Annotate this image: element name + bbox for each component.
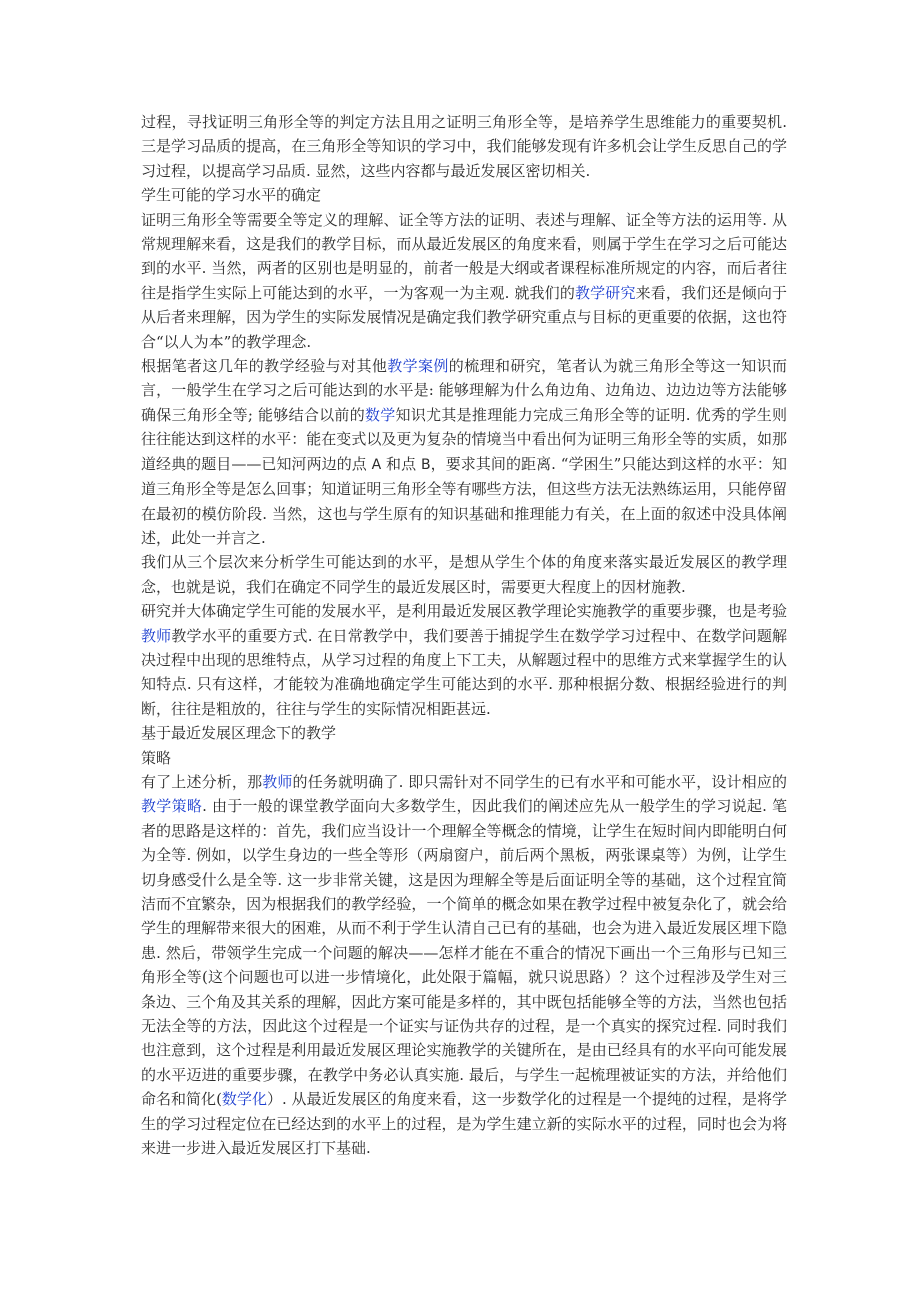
article-body bbox=[141, 110, 787, 1160]
paragraph-text: 来看，我们还是倾向于从后者来理解，因为学生的实际发展情况是确定我们教学研究重点与目标的更重要的依据，这也符合“以人为本”的教学理念. bbox=[141, 283, 787, 351]
paragraph-learning-level bbox=[141, 208, 787, 354]
section-heading-teaching: 基于最近发展区理念下的教学 bbox=[141, 724, 337, 743]
paragraph-text: 的梳理和研究，笔者认为就三角形全等这一知识而言，一般学生在学习之后可能达到的水平是: 能够理解为什么角边角、边角边、边边边等方法能够确保三角形全等; 能够结合以前的 bbox=[141, 357, 787, 424]
paragraph-text: 证明三角形全等需要全等定义的理解、证全等方法的证明、表述与理解、证全等方法的运用等. 从常规理解来看，这是我们的教学目标，而从最近发展区的角度来看，则属于学生在学习之后可能达到的水平. 当然，两者的区别也是明显的，前者一般是大纲或者课程标准所规定的内容，而后者往往是指学生实际上可能达到的水平，一为客观一为主观. 就我们的 bbox=[141, 210, 787, 302]
section-heading-learning-level: 学生可能的学习水平的确定 bbox=[141, 186, 322, 205]
paragraph-research bbox=[141, 599, 787, 721]
point-b-label: B bbox=[421, 456, 431, 473]
paragraph-text: ，要求其间的距离. “学困生”只能达到这样的水平：知道三角形全等是怎么回事；知道证明三角形全等有哪些方法，但这些方法无法熟练运用，只能停留在最初的模仿阶段. 当然，这也与学生原有的知识基础和推理能力有关，在上面的叙述中没具体阐述，此处一并言之. bbox=[141, 454, 787, 547]
section-heading-strategy: 策略 bbox=[141, 748, 172, 767]
paragraph-text: 教学水平的重要方式. 在日常教学中，我们要善于捕捉学生在数学学习过程中、在数学问题解决过程中出现的思维特点，从学习过程的角度上下工夫，从解题过程中的思维方式来掌握学生的认知特点. 只有这样，才能较为准确地确定学生可能达到的水平. 那种根据分数、根据经验进行的判断，往往是粗放的，往往与学生的实际情况相距甚远. bbox=[141, 626, 787, 718]
paragraph-text: 研究并大体确定学生可能的发展水平，是利用最近发展区教学理论实施教学的重要步骤，也是考验 bbox=[141, 602, 787, 621]
link-mathematization[interactable]: 数学化 bbox=[221, 1090, 267, 1109]
paragraph-text: 和点 bbox=[381, 454, 422, 473]
paragraph-text: 的任务就明确了. 即只需针对不同学生的已有水平和可能水平，设计相应的 bbox=[292, 772, 787, 791]
paragraph-text: . 由于一般的课堂教学面向大多数学生，因此我们的阐述应先从一般学生的学习说起. 笔者的思路是这样的：首先，我们应当设计一个理解全等概念的情境，让学生在短时间内即能明白何为全等. 例如，以学生身边的一些全等形（两扇窗户，前后两个黑板，两张课桌等）为例，让学生切身感受什么是全等. 这一步非常关键，这是因为理解全等是后面证明全等的基础，这个过程宜简洁而不宜繁杂，因为根据我们的教学经验，一个简单的概念如果在教学过程中被复杂化了，就会给学生的理解带来很大的困难，从而不利于学生认清自己已有的基础，也会为进入最近发展区埋下隐患. 然后，带领学生完成一个问题的解决——怎样才能在不重合的情况下画出一个三角形与已知三角形全等(这个问题也可以进一步情境化，此处限于篇幅，就只说思路）？这个过程涉及学生对三条边、三个角及其关系的理解，因此方案可能是多样的，其中既包括能够全等的方法，当然也包括无法全等的方法，因此这个过程是一个证实与证伪共存的过程，是一个真实的探究过程. 同时我们也注意到，这个过程是利用最近发展区理论实施教学的关键所在，是由已经具有的水平向可能发展的水平迈进的重要步骤，在教学中务必认真实施. 最后，与学生一起梳理被证实的方法，并给他们命名和简化( bbox=[141, 797, 787, 1109]
paragraph-text: 有了上述分析，那 bbox=[141, 772, 263, 791]
paragraph-text: 过程，寻找证明三角形全等的判定方法且用之证明三角形全等，是培养学生思维能力的重要契机. 三是学习品质的提高，在三角形全等知识的学习中，我们能够发现有许多机会让学生反思自己的学习过程，以提高学习品质. 显然，这些内容都与最近发展区密切相关. bbox=[141, 113, 787, 180]
paragraph-text: ）. 从最近发展区的角度来看，这一步数学化的过程是一个提纯的过程，是将学生的学习过程定位在已经达到的水平上的过程，是为学生建立新的实际水平的过程，同时也会为将来进一步进入最近发展区打下基础. bbox=[141, 1090, 787, 1158]
link-mathematics[interactable]: 数学 bbox=[364, 405, 396, 424]
link-teacher[interactable]: 教师 bbox=[141, 626, 172, 645]
paragraph-text: 我们从三个层次来分析学生可能达到的水平，是想从学生个体的角度来落实最近发展区的教学理念，也就是说，我们在确定不同学生的最近发展区时，需要更大程度上的因材施教. bbox=[141, 553, 787, 596]
paragraph-text: 知识尤其是推理能力完成三角形全等的证明. 优秀的学生则往往能达到这样的水平：能在变式以及更为复杂的情境当中看出何为证明三角形全等的实质，如那道经典的题目——已知河两边的点 bbox=[141, 405, 787, 473]
paragraph-text: 根据笔者这几年的教学经验与对其他 bbox=[141, 357, 388, 376]
paragraph-experience bbox=[141, 354, 787, 550]
link-teaching-research[interactable]: 教学研究 bbox=[574, 283, 636, 302]
paragraph-three-levels bbox=[141, 550, 787, 599]
link-teaching-cases[interactable]: 教学案例 bbox=[387, 357, 449, 376]
link-teacher[interactable]: 教师 bbox=[262, 772, 293, 791]
link-teaching-strategy[interactable]: 教学策略 bbox=[141, 797, 203, 816]
point-a-label: A bbox=[371, 456, 382, 473]
paragraph-intro bbox=[141, 110, 787, 183]
paragraph-strategy bbox=[141, 770, 787, 1161]
